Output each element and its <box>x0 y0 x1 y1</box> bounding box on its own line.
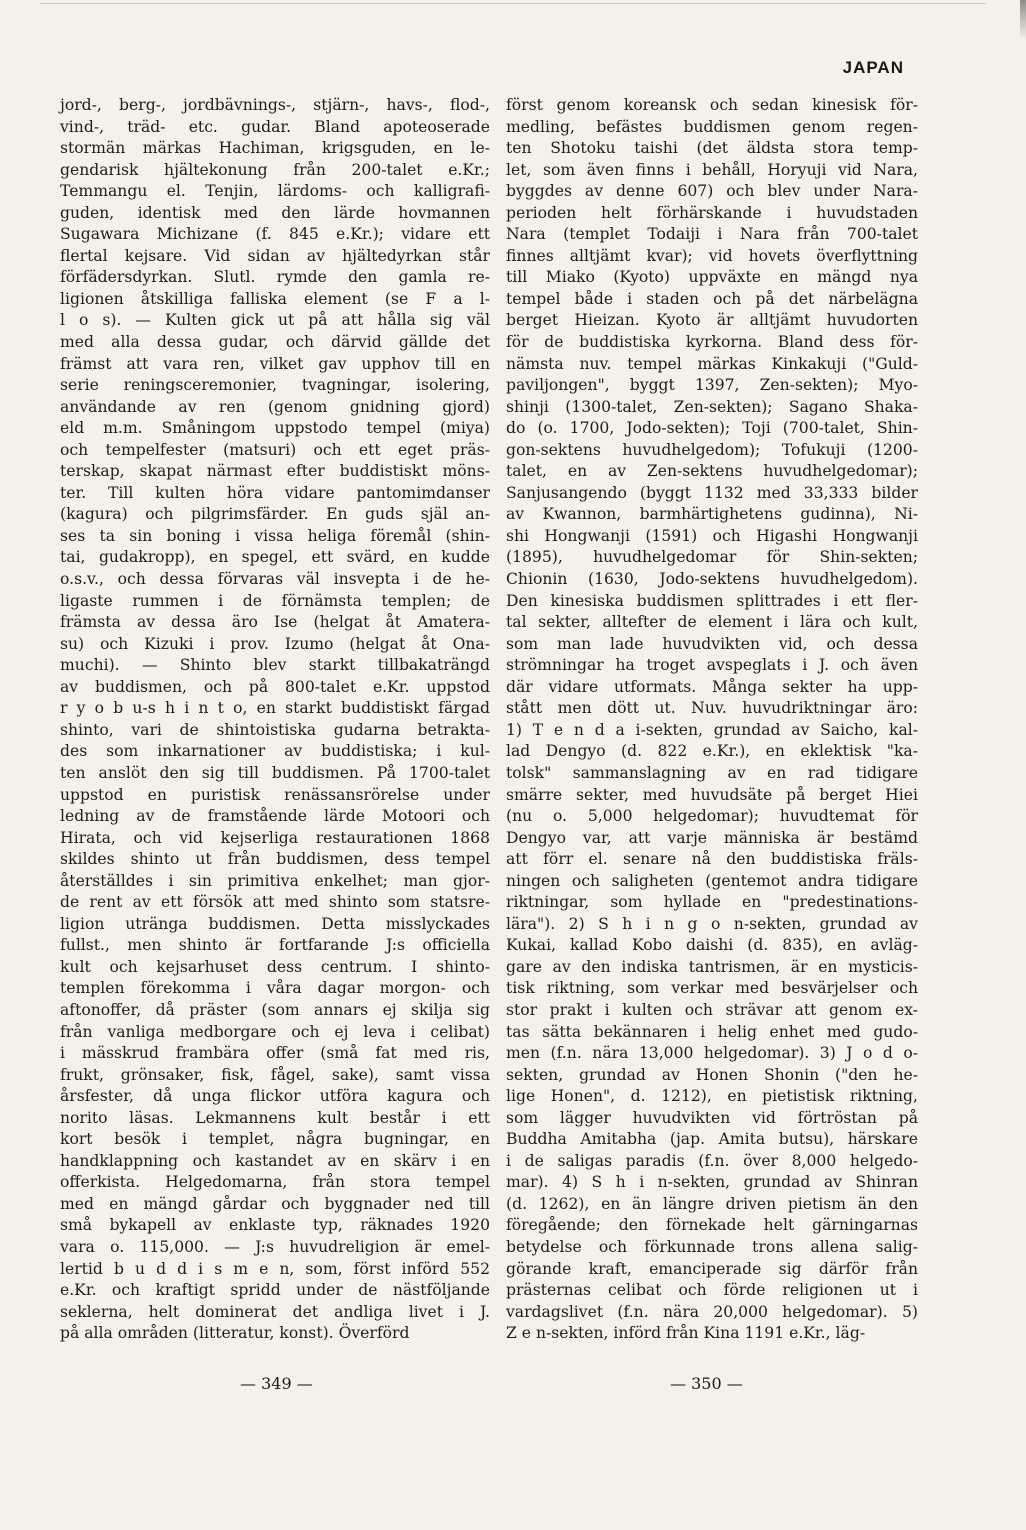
text-line: templen förekomma i våra dagar morgon- och <box>60 979 490 998</box>
text-line: riktningar, som hyllade en "predestinations- <box>506 893 918 912</box>
text-line: ligion utränga buddismen. Detta misslyckades <box>60 914 490 933</box>
text-line: terskap, skapat närmast efter buddistiskt möns- <box>60 462 490 481</box>
text-line: e.Kr. och kraftigt spridd under de nästföljande <box>60 1281 490 1300</box>
text-line: främsta av dessa äro Ise (helgat åt Amatera- <box>60 613 490 632</box>
text-line: sekten, grundad av Honen Shonin ("den he- <box>506 1065 918 1084</box>
text-line: ses ta sin boning i vissa heliga föremål (shin- <box>60 526 490 545</box>
text-line: av Kwannon, barmhärtighetens gudinna), Ni- <box>506 505 918 524</box>
text-line: Dengyo var, att varje människa är bestämd <box>506 828 918 847</box>
text-line: stor prakt i kulten och strävar att genom ex- <box>506 1000 918 1019</box>
text-line: shi Hongwanji (1591) och Higashi Hongwanji <box>506 526 918 545</box>
page-number-left: — 349 — <box>240 1374 313 1393</box>
text-line: byggdes av denne 607) och blev under Nara- <box>506 182 918 201</box>
text-line: serie reningsceremonier, tvagningar, isolering, <box>60 376 490 395</box>
text-line: shinto, vari de shintoistiska gudarna betrakta- <box>60 720 490 739</box>
text-line: strömningar ha troget avspeglats i J. och även <box>506 656 918 675</box>
text-line: ligaste rummen i de förnämsta templen; de <box>60 591 490 610</box>
text-line: frukt, grönsaker, fisk, fågel, sake), samt vissa <box>60 1065 490 1084</box>
text-line: görande kraft, emanciperade sig därför från <box>506 1259 918 1278</box>
text-line: tal sekter, alltefter de element i lära och kult, <box>506 613 918 632</box>
text-line: ten anslöt den sig till buddismen. På 1700-talet <box>60 763 490 782</box>
page-number-right: — 350 — <box>670 1374 743 1393</box>
text-line: do (o. 1700, Jodo-sekten); Toji (700-talet, Shin- <box>506 419 918 438</box>
text-line: handklappning och kastandet av en skärv i en <box>60 1151 490 1170</box>
text-line: till Miako (Kyoto) uppväxte en mängd nya <box>506 268 918 287</box>
text-line: seklerna, helt dominerat det andliga livet i J. <box>60 1302 490 1321</box>
text-line: eld m.m. Småningom uppstodo tempel (miya) <box>60 419 490 438</box>
text-line: mar). 4) S h i n-sekten, grundad av Shinran <box>506 1173 918 1192</box>
text-line: tempel både i staden och på det närbelägna <box>506 289 918 308</box>
text-line: stormän märkas Hachiman, krigsguden, en le- <box>60 139 490 158</box>
text-line: medling, befästes buddismen genom regen- <box>506 117 918 136</box>
text-line: vind-, träd- etc. gudar. Bland apoteoserade <box>60 117 490 136</box>
text-line: förfädersdyrkan. Slutl. rymde den gamla re- <box>60 268 490 287</box>
text-line: återställdes i sin primitiva enkelhet; man gjor- <box>60 871 490 890</box>
text-line: (kagura) och pilgrimsfärder. En guds själ an- <box>60 505 490 524</box>
text-line: lära"). 2) S h i n g o n-sekten, grundad av <box>506 914 918 933</box>
text-line: skildes shinto ut från buddismen, dess tempel <box>60 850 490 869</box>
text-line: uppstod en puristisk renässansrörelse under <box>60 785 490 804</box>
text-line: tas sätta bekännaren i helig enhet med gudo- <box>506 1022 918 1041</box>
text-line: ter. Till kulten höra vidare pantomimdanser <box>60 483 490 502</box>
text-line: (d. 1262), en än längre driven pietism än den <box>506 1194 918 1213</box>
text-line: ligionen åtskilliga falliska element (se F a l- <box>60 289 490 308</box>
text-line: let, som även finns i behåll, Horyuji vid Nara, <box>506 160 918 179</box>
text-line: kult och kejsarhuset dess centrum. I shinto- <box>60 957 490 976</box>
text-line: men (f.n. nära 13,000 helgedomar). 3) J o d o- <box>506 1044 918 1063</box>
text-line: offerkista. Helgedomarna, från stora tempel <box>60 1173 490 1192</box>
text-line: användande av ren (genom gnidning gjord) <box>60 397 490 416</box>
running-head: JAPAN <box>842 58 904 77</box>
text-line: shinji (1300-talet, Zen-sekten); Sagano Shaka- <box>506 397 918 416</box>
text-line: o.s.v., och dessa förvaras väl insvepta i de he- <box>60 570 490 589</box>
text-line: su) och Kizuki i prov. Izumo (helgat åt Ona- <box>60 634 490 653</box>
text-line: Buddha Amitabha (jap. Amita butsu), härskare <box>506 1130 918 1149</box>
text-line: des som inkarnationer av buddistiska; i kul- <box>60 742 490 761</box>
text-line: ledning av de framstående lärde Motoori och <box>60 807 490 826</box>
text-line: kort besök i templet, några bugningar, en <box>60 1130 490 1149</box>
text-line: Chionin (1630, Jodo-sektens huvudhelgedom). <box>506 570 918 589</box>
text-line: perioden helt förhärskande i huvudstaden <box>506 203 918 222</box>
text-line: som lägger huvudvikten vid förtröstan på <box>506 1108 918 1127</box>
text-line: ningen och saligheten (gentemot andra tidigare <box>506 871 918 890</box>
text-line: i mässkrud frambära offer (små fat med ris, <box>60 1044 490 1063</box>
text-line: aftonoffer, då präster (som annars ej skilja sig <box>60 1000 490 1019</box>
text-line: norito läsas. Lekmannens kult består i ett <box>60 1108 490 1127</box>
left-text-column <box>60 95 490 1345</box>
text-line: som man lade huvudvikten vid, och dessa <box>506 634 918 653</box>
text-line: Sanjusangendo (byggt 1132 med 33,333 bilder <box>506 483 918 502</box>
text-line: talet, en av Zen-sektens huvudhelgedomar); <box>506 462 918 481</box>
text-line: (nu o. 5,000 helgedomar); huvudtemat för <box>506 807 918 826</box>
text-line: Hirata, och vid kejserliga restaurationen 1868 <box>60 828 490 847</box>
text-line: föregående; den förnekade helt gärningarnas <box>506 1216 918 1235</box>
text-line: med en mängd gårdar och byggnader ned till <box>60 1194 490 1213</box>
text-line: guden, identisk med den lärde hovmannen <box>60 203 490 222</box>
text-line: r y o b u-s h i n t o, en starkt buddistiskt färgad <box>60 699 490 718</box>
text-line: där vidare utformats. Många sekter ha upp- <box>506 677 918 696</box>
text-line: gon-sektens huvudhelgedom); Tofukuji (1200- <box>506 440 918 459</box>
text-line: främst att vara ren, vilket gav upphov till en <box>60 354 490 373</box>
text-line: Sugawara Michizane (f. 845 e.Kr.); vidare ett <box>60 225 490 244</box>
text-line: Den kinesiska buddismen splittrades i ett fler- <box>506 591 918 610</box>
text-line: tai, gudakropp), en spegel, ett svärd, en kudde <box>60 548 490 567</box>
right-text-column <box>506 95 918 1345</box>
text-line: gare av den indiska tantrismen, är en mysticis- <box>506 957 918 976</box>
text-line: betydelse och förkunnade trons allena salig- <box>506 1237 918 1256</box>
text-line: och tempelfester (matsuri) och ett eget präs- <box>60 440 490 459</box>
text-line: ten Shotoku taishi (det äldsta stora temp- <box>506 139 918 158</box>
text-line: tisk riktning, som verkar med besvärjelser och <box>506 979 918 998</box>
text-line: på alla områden (litteratur, konst). Överförd <box>60 1324 410 1343</box>
text-line: att förr el. senare nå den buddistiska fräls- <box>506 850 918 869</box>
text-line: av buddismen, och på 800-talet e.Kr. uppstod <box>60 677 490 696</box>
text-line: i de saligas paradis (f.n. över 8,000 helgedo- <box>506 1151 918 1170</box>
text-line: årsfester, då unga flickor utföra kagura och <box>60 1087 490 1106</box>
text-line: Temmangu el. Tenjin, lärdoms- och kalligrafi- <box>60 182 490 201</box>
text-line: vara o. 115,000. — J:s huvudreligion är emel- <box>60 1237 490 1256</box>
page-corner-mark <box>1020 0 1026 40</box>
text-line: Kukai, kallad Kobo daishi (d. 835), en avläg- <box>506 936 918 955</box>
text-line: berget Hieizan. Kyoto är alltjämt huvudorten <box>506 311 918 330</box>
text-line: nämsta nuv. tempel märkas Kinkakuji ("Guld- <box>506 354 918 373</box>
text-line: fullst., men shinto är fortfarande J:s officiella <box>60 936 490 955</box>
text-line: flertal kejsare. Vid sidan av hjältedyrkan står <box>60 246 490 265</box>
text-line: finnes alltjämt kvar); vid hovets överflyttning <box>506 246 918 265</box>
text-line: prästernas celibat och förde religionen ut i <box>506 1281 918 1300</box>
text-line: med alla dessa gudar, och därvid gällde det <box>60 333 490 352</box>
text-line: tolsk" sammanslagning av en rad tidigare <box>506 763 918 782</box>
text-line: först genom koreansk och sedan kinesisk för- <box>506 96 918 114</box>
text-line: lertid b u d d i s m e n, som, först införd 552 <box>60 1259 490 1278</box>
text-line: Z e n-sekten, införd från Kina 1191 e.Kr., läg- <box>506 1324 866 1343</box>
text-line: smärre sekter, med huvudsäte på berget Hiei <box>506 785 918 804</box>
text-line: lige Honen", d. 1212), en pietistisk riktning, <box>506 1087 918 1106</box>
page-top-edge <box>40 3 986 4</box>
text-line: för de buddistiska kyrkorna. Bland dess för- <box>506 333 918 352</box>
text-line: lad Dengyo (d. 822 e.Kr.), en eklektisk "ka- <box>506 742 918 761</box>
text-line: små bykapell av enklaste typ, räknades 1920 <box>60 1216 490 1235</box>
text-line: Nara (templet Todaiji i Nara från 700-talet <box>506 225 918 244</box>
text-line: muchi). — Shinto blev starkt tillbakaträngd <box>60 656 490 675</box>
text-line: de rent av ett försök att med shinto som statsre- <box>60 893 490 912</box>
text-line: vardagslivet (f.n. nära 20,000 helgedomar). 5) <box>506 1302 918 1321</box>
text-line: jord-, berg-, jordbävnings-, stjärn-, havs-, flod-, <box>60 96 490 114</box>
text-line: l o s). — Kulten gick ut på att hålla sig väl <box>60 311 490 330</box>
text-line: paviljongen", byggt 1397, Zen-sekten); Myo- <box>506 376 918 395</box>
text-line: (1895), huvudhelgedomar för Shin-sekten; <box>506 548 918 567</box>
text-line: 1) T e n d a i-sekten, grundad av Saicho, kal- <box>506 720 918 739</box>
text-line: gendarisk hjältekonung från 200-talet e.Kr.; <box>60 160 490 179</box>
text-line: från vanliga medborgare och ej leva i celibat) <box>60 1022 490 1041</box>
text-line: stått men dött ut. Nuv. huvudriktningar äro: <box>506 699 918 718</box>
